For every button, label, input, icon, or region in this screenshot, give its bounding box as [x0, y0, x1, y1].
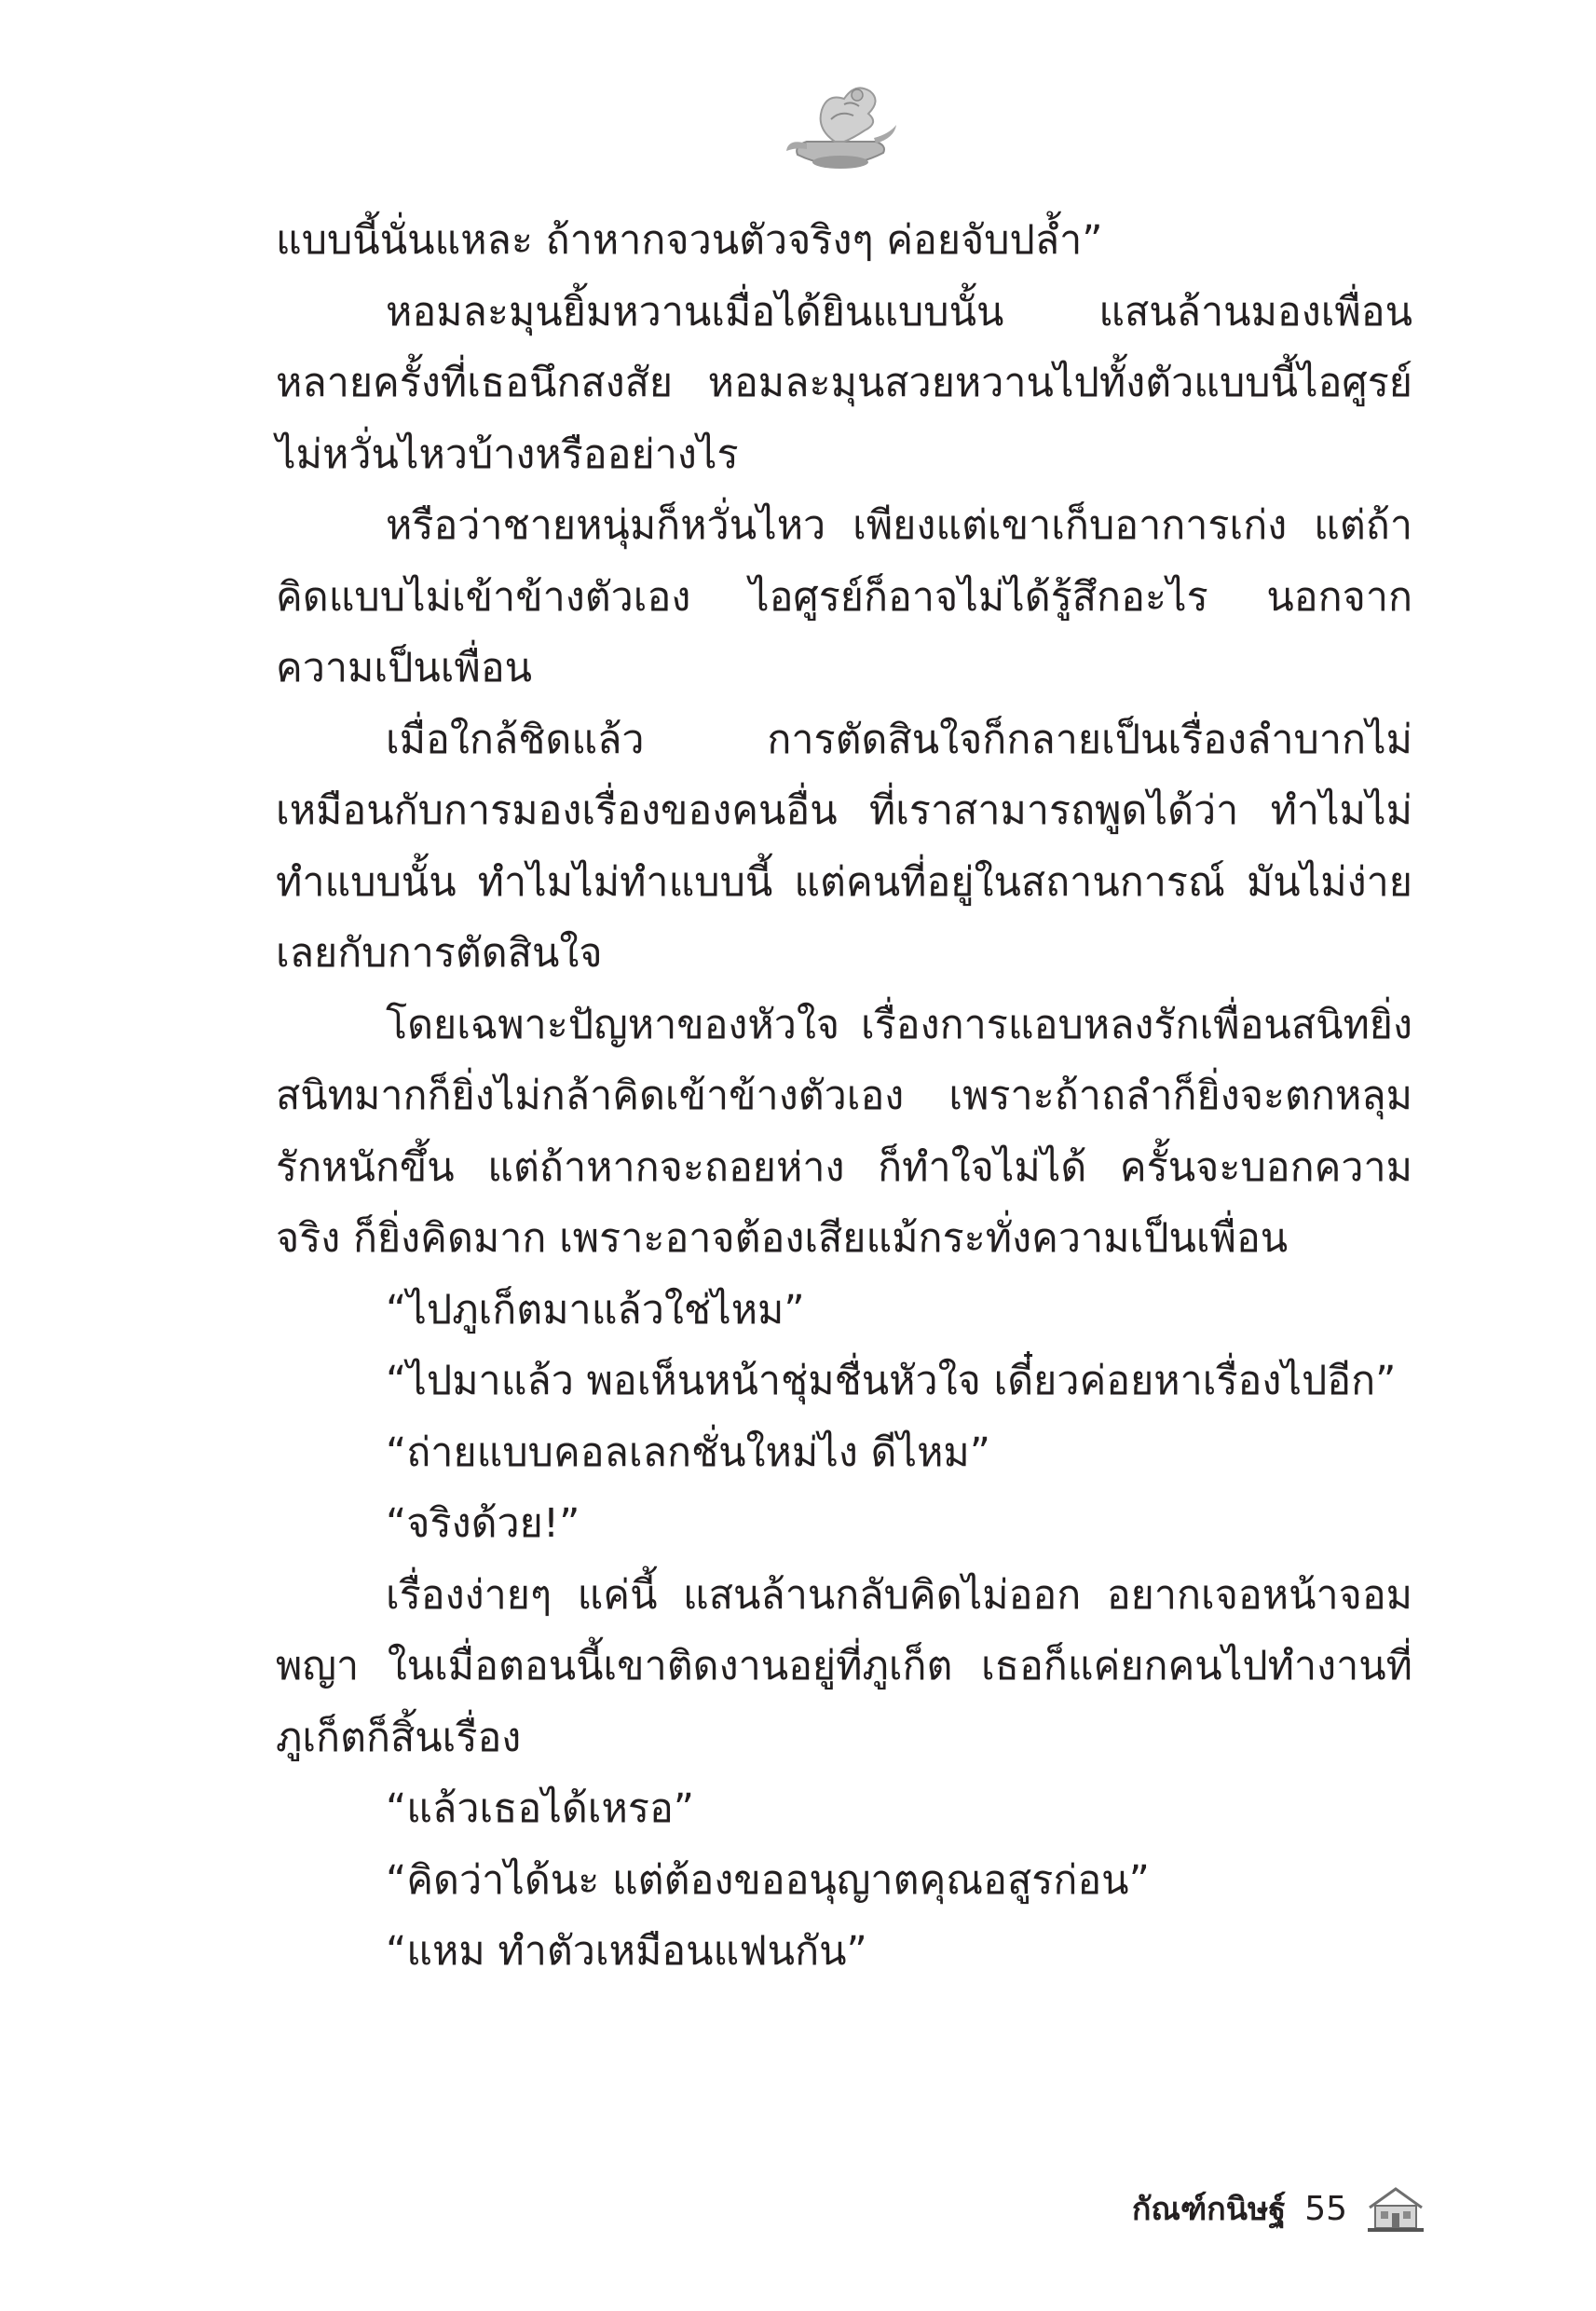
paragraph: เมื่อใกล้ชิดแล้ว การตัดสินใจก็กลายเป็นเรื่องลำบากไม่เหมือนกับการมองเรื่องของคนอื่น ที่เราสามารถพูดได้ว่า ทำไมไม่ทำแบบนั้น ทำไมไม่ทำแบบนี้ แต่คนที่อยู่ในสถานการณ์ มันไม่ง่ายเลยกับการตัดสินใจ	[276, 716, 1412, 977]
paragraph: “ไปมาแล้ว พอเห็นหน้าชุ่มชื่นหัวใจ เดี๋ยวค่อยหาเรื่องไปอีก”	[386, 1358, 1397, 1404]
paragraph: “จริงด้วย!”	[386, 1500, 580, 1547]
page-footer	[1071, 2171, 1425, 2246]
house-icon	[1366, 2183, 1425, 2234]
paragraph: “ถ่ายแบบคอลเลกชั่นใหม่ไง ดีไหม”	[386, 1429, 991, 1476]
body-text	[276, 205, 1412, 1988]
paragraph: “แล้วเธอได้เหรอ”	[386, 1785, 695, 1832]
book-title: กัณฑ์กนิษฐ์	[1131, 2191, 1287, 2228]
paragraph: โดยเฉพาะปัญหาของหัวใจ เรื่องการแอบหลงรักเพื่อนสนิทยิ่งสนิทมากก็ยิ่งไม่กล้าคิดเข้าข้างตัวเอง เพราะถ้าถลำก็ยิ่งจะตกหลุมรักหนักขึ้น แต่ถ้าหากจะถอยห่าง ก็ทำใจไม่ได้ ครั้นจะบอกความจริง ก็ยิ่งคิดมาก เพราะอาจต้องเสียแม้กระทั่งความเป็นเพื่อน	[276, 1001, 1412, 1262]
genie-lamp-icon	[779, 73, 900, 175]
paragraph: หอมละมุนยิ้มหวานเมื่อได้ยินแบบนั้น แสนล้านมองเพื่อนหลายครั้งที่เธอนึกสงสัย หอมละมุนสวยหวานไปทั้งตัวแบบนี้ไอศูรย์ไม่หวั่นไหวบ้างหรืออย่างไร	[276, 288, 1412, 478]
page-number: 55	[1304, 2189, 1347, 2228]
paragraph: “แหม ทำตัวเหมือนแฟนกัน”	[386, 1928, 867, 1975]
paragraph: “ไปภูเก็ตมาแล้วใช่ไหม”	[386, 1286, 805, 1333]
paragraph: “คิดว่าได้นะ แต่ต้องขออนุญาตคุณอสูรก่อน”	[386, 1856, 1150, 1904]
paragraph: แบบนี้นั่นแหละ ถ้าหากจวนตัวจริงๆ ค่อยจับปล้ำ”	[276, 217, 1103, 264]
paragraph: เรื่องง่ายๆ แค่นี้ แสนล้านกลับคิดไม่ออก อยากเจอหน้าจอมพญา ในเมื่อตอนนี้เขาติดงานอยู่ที่ภูเก็ต เธอก็แค่ยกคนไปทำงานที่ภูเก็ตก็สิ้นเรื่อง	[276, 1571, 1412, 1761]
paragraph: หรือว่าชายหนุ่มก็หวั่นไหว เพียงแต่เขาเก็บอาการเก่ง แต่ถ้าคิดแบบไม่เข้าข้างตัวเอง ไอศูรย์ก็อาจไม่ได้รู้สึกอะไร นอกจากความเป็นเพื่อน	[276, 502, 1412, 691]
